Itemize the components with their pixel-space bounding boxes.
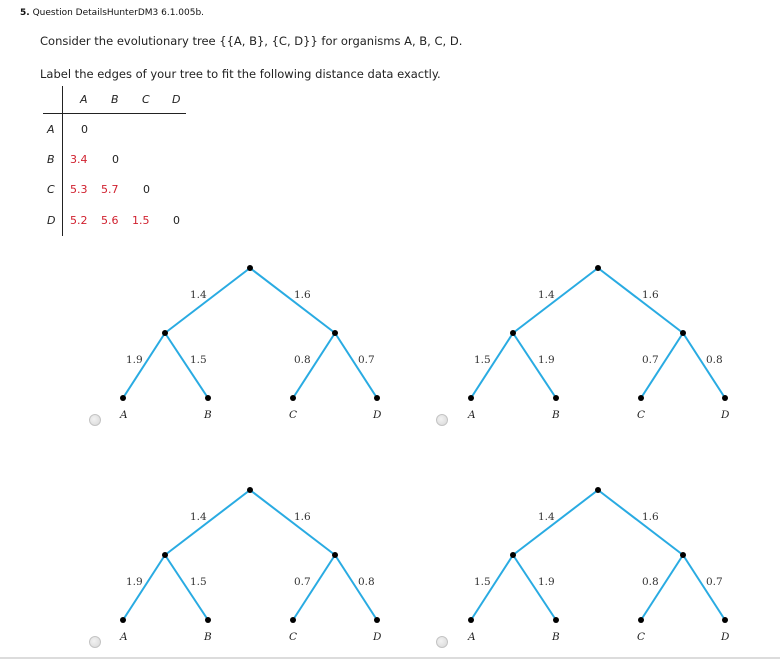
edge-label-d: 0.7 — [706, 576, 723, 588]
edge-label-root-right: 1.6 — [642, 289, 659, 301]
edge-label-b: 1.9 — [538, 576, 555, 588]
edge-label-root-left: 1.4 — [538, 289, 555, 301]
edge-label-root-right: 1.6 — [642, 511, 659, 523]
leaf-label-c: C — [289, 631, 298, 643]
edge-label-root-right: 1.6 — [294, 289, 311, 301]
edge-label-root-left: 1.4 — [190, 289, 207, 301]
leaf-label-a: A — [120, 631, 128, 643]
leaf-label-b: B — [552, 409, 560, 421]
leaf-label-b: B — [204, 409, 212, 421]
matrix-cell: 1.5 — [132, 214, 150, 227]
edge-label-d: 0.7 — [358, 354, 375, 366]
matrix-col-header: A — [80, 93, 88, 106]
option-3-tree — [80, 478, 400, 648]
option-1-tree — [80, 256, 400, 426]
question-number: 5. — [20, 8, 30, 18]
edge-label-c: 0.8 — [642, 576, 659, 588]
edge-label-c: 0.8 — [294, 354, 311, 366]
option-2-tree — [428, 256, 748, 426]
leaf-label-b: B — [204, 631, 212, 643]
matrix-row-header: C — [47, 183, 55, 196]
matrix-cell: 0 — [81, 123, 88, 136]
leaf-label-c: C — [637, 631, 646, 643]
matrix-cell: 5.7 — [101, 183, 119, 196]
edge-label-a: 1.9 — [126, 576, 143, 588]
matrix-row-header: D — [47, 214, 56, 227]
edge-label-d: 0.8 — [706, 354, 723, 366]
matrix-cell: 5.3 — [70, 183, 88, 196]
matrix-col-header: C — [142, 93, 150, 106]
matrix-cell: 5.2 — [70, 214, 88, 227]
matrix-cell: 0 — [173, 214, 180, 227]
leaf-label-d: D — [721, 409, 730, 421]
leaf-label-d: D — [373, 409, 382, 421]
edge-label-a: 1.5 — [474, 576, 491, 588]
matrix-cell: 0 — [143, 183, 150, 196]
leaf-label-a: A — [468, 409, 476, 421]
edge-label-root-left: 1.4 — [190, 511, 207, 523]
matrix-cell: 3.4 — [70, 153, 88, 166]
leaf-label-c: C — [637, 409, 646, 421]
leaf-label-a: A — [120, 409, 128, 421]
matrix-vertical-rule — [62, 86, 63, 236]
distance-matrix — [35, 86, 195, 236]
leaf-label-c: C — [289, 409, 298, 421]
leaf-label-a: A — [468, 631, 476, 643]
matrix-horizontal-rule — [43, 113, 186, 114]
edge-label-b: 1.5 — [190, 354, 207, 366]
matrix-col-header: D — [172, 93, 181, 106]
leaf-label-b: B — [552, 631, 560, 643]
edge-label-c: 0.7 — [642, 354, 659, 366]
edge-label-root-left: 1.4 — [538, 511, 555, 523]
question-instruction: Label the edges of your tree to fit the following distance data exactly. — [40, 67, 441, 81]
leaf-label-d: D — [373, 631, 382, 643]
leaf-label-d: D — [721, 631, 730, 643]
bottom-divider — [0, 657, 780, 659]
matrix-cell: 0 — [112, 153, 119, 166]
edge-label-a: 1.9 — [126, 354, 143, 366]
edge-label-root-right: 1.6 — [294, 511, 311, 523]
matrix-row-header: B — [47, 153, 55, 166]
option-4-tree — [428, 478, 748, 648]
edge-label-c: 0.7 — [294, 576, 311, 588]
question-prompt: Consider the evolutionary tree {{A, B}, {C, D}} for organisms A, B, C, D. — [40, 34, 463, 48]
edge-label-b: 1.9 — [538, 354, 555, 366]
edge-label-a: 1.5 — [474, 354, 491, 366]
edge-label-b: 1.5 — [190, 576, 207, 588]
matrix-cell: 5.6 — [101, 214, 119, 227]
matrix-row-header: A — [47, 123, 55, 136]
edge-label-d: 0.8 — [358, 576, 375, 588]
question-header — [20, 8, 204, 18]
question-details: Question DetailsHunterDM3 6.1.005b. — [32, 8, 205, 18]
matrix-col-header: B — [111, 93, 119, 106]
